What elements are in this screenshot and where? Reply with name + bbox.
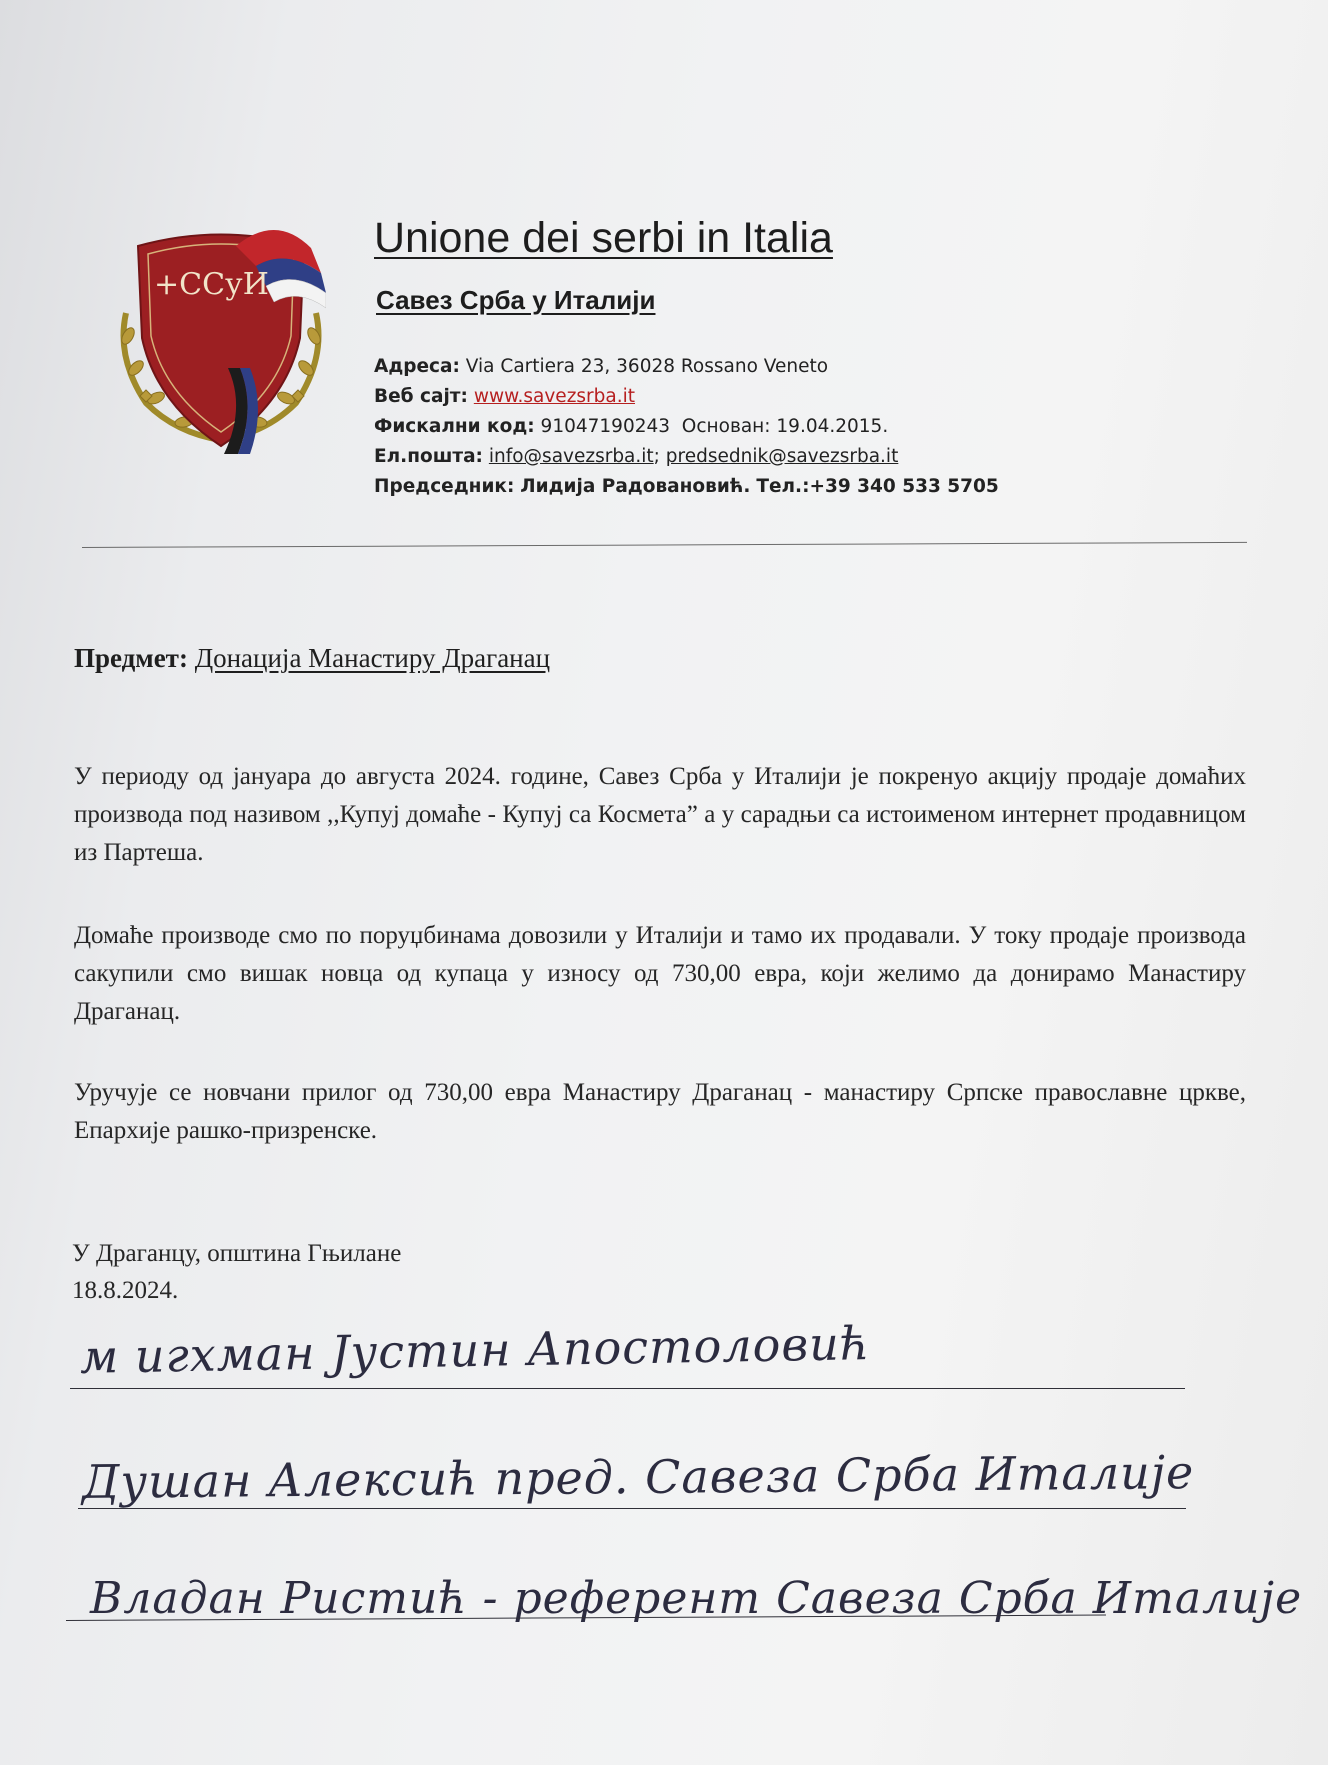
founded-label: Основан:: [681, 416, 771, 437]
email-label: Ел.пошта:: [374, 446, 483, 467]
email-president-link[interactable]: predsednik@savezsrba.it: [665, 446, 899, 467]
address-value: Via Cartiera 23, 36028 Rossano Veneto: [465, 356, 829, 377]
website-label: Веб сајт:: [374, 386, 468, 407]
email-row: [374, 442, 999, 472]
contact-block: [374, 352, 999, 502]
handwritten-signature-2: Душан Алексић пред. Савеза Срба Италије: [81, 1445, 1195, 1509]
website-row: [374, 382, 999, 412]
signature-line-1: [70, 1388, 1185, 1389]
handwritten-signature-1: м игхман Јустин Апостоловић: [79, 1316, 871, 1384]
email-info-link[interactable]: info@savezsrba.it: [488, 446, 654, 467]
svg-text:+ССуИ: +ССуИ: [154, 267, 269, 302]
organization-name-italian: Unione dei serbi in Italia: [374, 214, 833, 262]
subject-value: Донација Манастиру Драганац: [194, 643, 551, 673]
place-text: У Драганцу, општина Гњилане: [72, 1240, 402, 1267]
subject-line: [74, 643, 550, 674]
email-separator: ;: [653, 446, 660, 467]
paragraph-2: Домаће производе смо по поруџбинама довозили у Италији и тамо их продавали. У току продаје производа сакупили смо вишак новца од купаца у износу од 730,00 евра, који желимо да донирамо Манастиру Драганац.: [74, 922, 1246, 1025]
date-text: 18.8.2024.: [72, 1277, 179, 1304]
fiscal-label: Фискални код:: [374, 416, 535, 437]
phone-label: Тел.:: [756, 476, 810, 497]
header-divider: [82, 542, 1247, 548]
signature-line-2: [78, 1508, 1186, 1509]
phone-value: +39 340 533 5705: [809, 476, 999, 497]
fiscal-row: [374, 412, 999, 442]
organization-name-serbian: Савез Срба у Италији: [376, 285, 656, 315]
handwritten-signature-3: Владан Ристић - референт Савеза Срба Италије: [90, 1573, 1303, 1624]
president-label: Председник:: [374, 476, 515, 497]
president-row: [374, 472, 999, 502]
address-label: Адреса:: [374, 356, 460, 377]
organization-logo: [116, 218, 326, 458]
subject-label: Предмет:: [74, 643, 188, 673]
fiscal-value: 91047190243: [540, 416, 671, 437]
founded-value: 19.04.2015.: [776, 416, 889, 437]
address-row: [374, 352, 999, 382]
place-date-block: [72, 1235, 401, 1309]
paragraph-3: Уручује се новчани прилог од 730,00 евра Манастиру Драганац - манастиру Српске православне цркве, Епархије рашко-призренске.: [74, 1079, 1246, 1144]
paragraph-1: У периоду од јануара до августа 2024. године, Савез Срба у Италији је покренуо акцију продаје домаћих производа под називом ,,Купуј домаће - Купуј са Космета” а у сарадњи са истоименом интернет продавницом из Партеша.: [74, 763, 1246, 866]
president-value: Лидија Радовановић.: [520, 476, 751, 497]
website-link[interactable]: www.savezsrba.it: [473, 386, 636, 407]
